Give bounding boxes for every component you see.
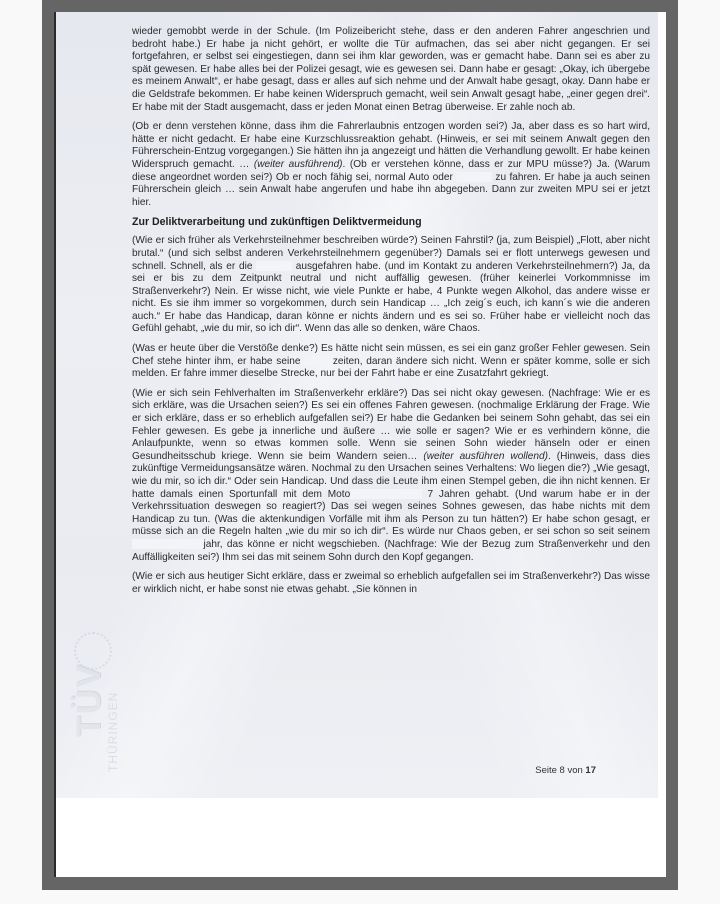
paragraph [132, 235, 650, 336]
text-segment: zu fahren. Er habe ja auch seinen Führerschein gleich … sein Anwalt habe angerufen und habe ihn abgegeben. Dann zur zweiten MPU sei er jetzt hier. [132, 171, 650, 208]
page-content [132, 26, 650, 603]
text-segment: ausgefahren habe. (und im Kontakt zu anderen Verkehrsteilnehmern?) Ja, da sei er bis zu dem Zeitpunkt neutral und nicht auffällig gewesen. (früher keinerlei Vorkommnisse im Straßenverkehr?) Nein. Er wisse nicht, wie viele Punkte er habe, 4 Punkte wegen Alkohol, das andere wisse er nicht. Es sie ihm immer so vorgekommen, durch sein Handicap … „Ich zeig´s euch, ich kann´s wie die anderen auch.“ Er habe das Handicap, daran könne er nichts ändern und es sei so. Früher habe er vielleicht noch das Gefühl gehabt, „wie du mir, so ich dir“. Wenn das alle so denken, wäre Chaos. [132, 260, 650, 335]
paragraph [132, 388, 650, 564]
watermark-brand: TÜV [70, 663, 108, 737]
text-segment: . (Ob er verstehen könne, dass er zur MPU müsse?) Ja. (Warum diese angeordnet worden sei?) Ob er noch fähig sei, normal Auto oder [132, 158, 651, 183]
italic-note: (weiter ausführen wollend) [423, 450, 548, 462]
document-page [54, 12, 666, 877]
page-number-total: 17 [585, 765, 596, 776]
paragraph [132, 571, 650, 596]
redacted-text [304, 356, 333, 366]
text-segment: (Wie er sich sein Fehlverhalten im Straßenverkehr erkläre?) Das sei nicht okay gewesen. (Nachfrage: Wie er es sich erkläre, was die Ursachen seien?) Es sei ein offenes Fahren gewesen. (nochmalige Erklärung der Frage. Wie er sich erkläre, dass er so erheblich aufgefallen sei?) Er habe die Gedanken bei seinem Sohn gehabt, das sei ein Fehler gewesen. Es gebe ja innerliche und äußere … wie solle er sagen? Wie er es verhindern könne, die Anlaufpunkte, wenn so etwas kommen solle. Wenn sie seinen Sohn wieder hänseln oder er einen Gesundheitsschub kriege. Wenn sie beim Wandern seien… [132, 387, 650, 462]
text-segment: zeiten, daran ändere sich nicht. Wenn er später komme, solle er sich melden. Er fahre immer dieselbe Strecke, nur bei der Fahrt habe er eine Zusatzfahrt gekriegt. [132, 355, 650, 380]
text-segment: 7 Jahren gehabt. (Und warum habe er in der Verkehrssituation deswegen so reagiert?) Das sei wegen seines Sohnes gewesen, das habe nichts mit dem Handicap zu tun. (Was die aktenkundigen Vorfälle mit ihm als Person zu tun hätten?) Er habe schon gesagt, er müsse sich an die Regeln halten „wie du mir so ich dir“. Es würde nur Chaos geben, er sei schon so seit seinem [132, 488, 650, 538]
tuv-watermark [64, 622, 124, 772]
paragraph [132, 343, 650, 381]
text-segment: (Ob er denn verstehen könne, dass ihm die Fahrerlaubnis entzogen worden sei?) Ja, aber dass es so hart wird, hätte er nicht gedacht. Er habe eine Kurzschlussreaktion gehabt. (Hinweis, er sei mit seinem Anwalt gegen den Führerschein-Entzug vorgegangen.) Sie hätten ihn ja angezeigt und hätten die Verhandlung gewollt. Er habe keinen Widerspruch gemacht. … [132, 121, 650, 170]
page-number [535, 765, 596, 776]
document-viewer-frame [42, 0, 678, 890]
redacted-text [350, 489, 422, 499]
paragraph [132, 26, 650, 114]
watermark-sub: THÜRINGEN [106, 691, 120, 772]
page-number-prefix: Seite 8 von [535, 765, 586, 776]
italic-note: (weiter ausführend) [253, 158, 343, 170]
text-segment: wieder gemobbt werde in der Schule. (Im Polizeibericht stehe, dass er den anderen Fahrer angeschrien und bedroht habe.) Er habe ja nicht gehört, er wollte die Tür aufmachen, das sei aber nicht gegangen. Er sei fortgefahren, er selbst sei eingestiegen, dann sei ihm klar geworden, was er gemacht habe. Dann sei es aber zu spät gewesen. Er habe alles bei der Polizei gesagt, wie es gewesen sei. Dann habe er gesagt: „Okay, ich übergebe es meinem Anwalt“, er habe gesagt, dass er alles auf sich nehme und der Anwalt habe gesagt, okay. Dann habe er die Geldstrafe bekommen. Er habe keinen Widerspruch gemacht, weil sein Anwalt gesagt habe, „einer gegen drei“. Er habe mit der Stadt ausgemacht, dass er jeden Monat einen Betrag überweise. Er zahle noch ab. [132, 26, 650, 113]
scanned-area [56, 12, 658, 798]
text-segment: jahr, das könne er nicht wegschieben. (Nachfrage: Wie der Bezug zum Straßenverkehr und den Auffälligkeiten sei?) Ihm sei das mit seinem Sohn durch den Kopf gegangen. [132, 538, 650, 563]
paragraph [132, 121, 650, 209]
section-heading: Zur Deliktverarbeitung und zukünftigen Deliktvermeidung [132, 216, 422, 229]
redacted-text [256, 261, 292, 271]
text-segment: (Was er heute über die Verstöße denke?) Es hätte nicht sein müssen, es sei ein ganz großer Fehler gewesen. Sein Chef stehe hinter ihm, er habe seine [132, 343, 650, 367]
paragraphs-before-heading [132, 26, 650, 209]
paragraphs-after-heading [132, 235, 650, 596]
redacted-text [456, 172, 492, 182]
redacted-text [132, 539, 204, 549]
text-segment: (Wie er sich früher als Verkehrsteilnehmer beschreiben würde?) Seinen Fahrstil? (ja, zum Beispiel) „Flott, aber nicht brutal.“ (und sich selbst anderen Verkehrsteilnehmern gegenüber?) Damals sei er flott unterwegs gewesen und schnell. Schnell, als er die [132, 235, 650, 272]
text-segment: (Wie er sich aus heutiger Sicht erkläre, dass er zweimal so erheblich aufgefallen sei im Straßenverkehr?) Das wisse er wirklich nicht, er habe sonst nie etwas gehabt. „Sie können in [132, 571, 650, 595]
text-segment: . (Hinweis, dass dies zukünftige Vermeidungsansätze wären. Nochmal zu den Ursachen seines Verhaltens: Wo liegen die?) „Wie gesagt, wie du mir, so ich dir.“ Oder sein Handicap. Und dass die Leute ihm einen Stempel geben, die ihn nicht kennen. Er hatte damals einen Sportunfall mit dem Moto [132, 450, 650, 500]
